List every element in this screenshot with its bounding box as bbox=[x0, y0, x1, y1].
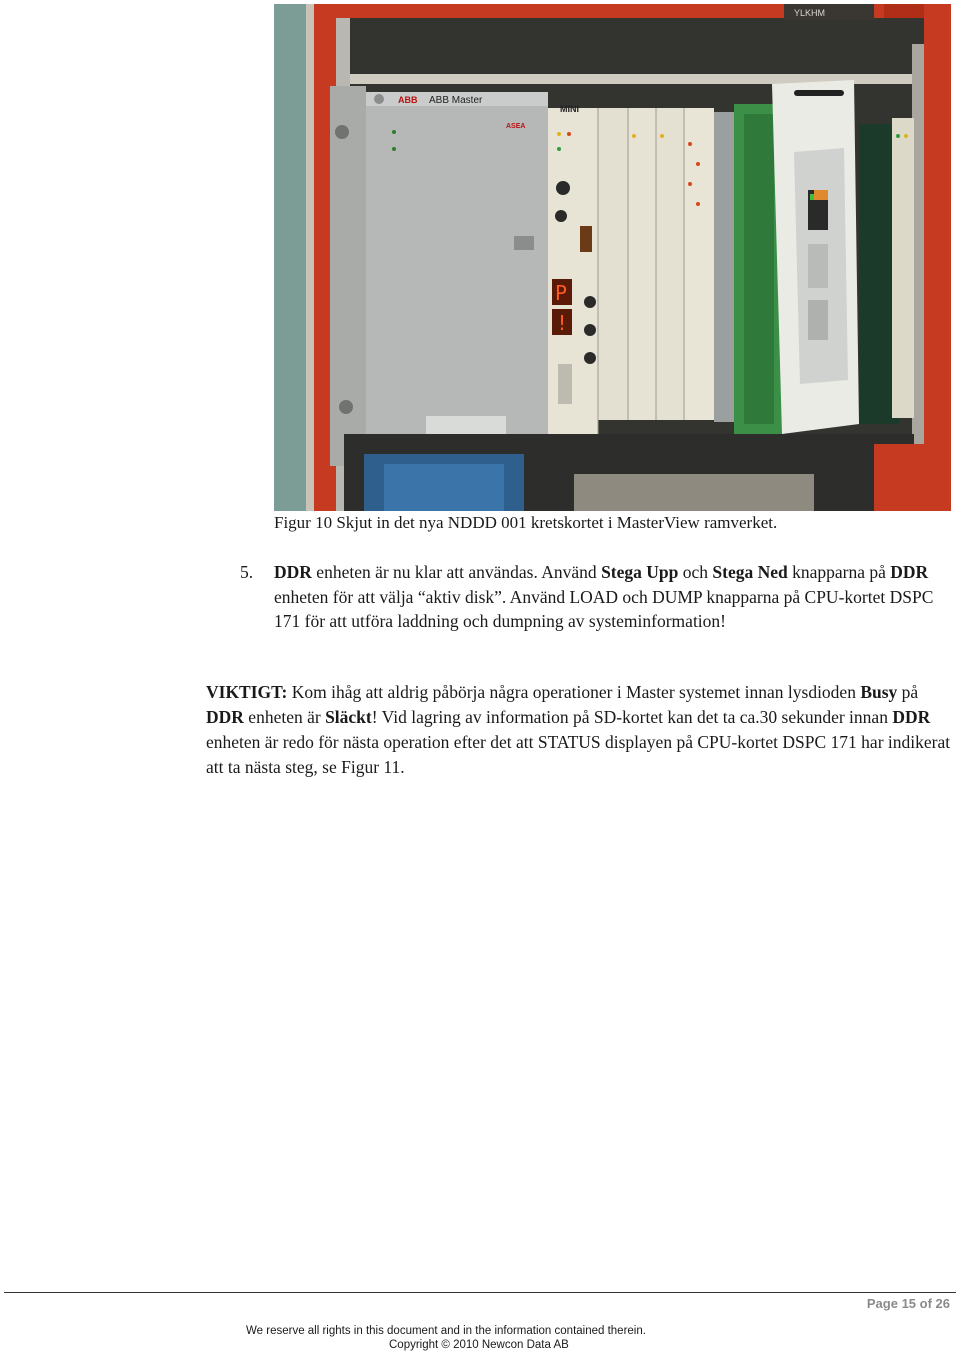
step-seg: enheten för att välja “aktiv disk”. Använd LOAD och DUMP knapparna på CPU-kortet DSPC 171 för att utföra laddning och dumpning av systeminformation! bbox=[274, 586, 934, 631]
warn-seg: DDR bbox=[206, 707, 244, 727]
warn-seg: enheten är bbox=[243, 707, 326, 727]
top-label: YLKHM bbox=[794, 8, 826, 18]
step-seg: och bbox=[678, 562, 713, 582]
step-seg: DDR bbox=[890, 562, 929, 582]
copyright-notice: Copyright © 2010 Newcon Data AB bbox=[389, 1339, 569, 1351]
warn-seg: Släckt bbox=[325, 707, 372, 727]
abb-logo: ABB bbox=[398, 95, 418, 105]
asea-logo: ASEA bbox=[506, 123, 526, 130]
warn-seg: ! Vid lagring av information på SD-kortet kan det ta ca.30 sekunder innan bbox=[371, 707, 893, 727]
step-number: 5. bbox=[240, 562, 254, 582]
step-seg: knapparna på bbox=[787, 562, 891, 582]
step-seg: Stega Ned bbox=[712, 562, 788, 582]
warn-seg: DDR bbox=[892, 707, 931, 727]
warning-paragraph bbox=[206, 680, 951, 780]
step-seg: enheten är nu klar att användas. Använd bbox=[311, 562, 602, 582]
mini-label: MINI bbox=[560, 104, 579, 114]
warn-seg: VIKTIGT: bbox=[206, 682, 288, 702]
warn-seg: enheten är redo för nästa operation efter det att STATUS displayen på CPU-kortet DSPC 171 har indikerat att ta nästa steg, se Figur 11. bbox=[206, 732, 951, 777]
display-char-1: P bbox=[555, 281, 568, 305]
footer-rule bbox=[4, 1292, 956, 1293]
step-seg: Stega Upp bbox=[601, 562, 679, 582]
rack-photo-drawing bbox=[274, 4, 951, 511]
display-char-2: ! bbox=[556, 311, 569, 335]
step-text bbox=[274, 560, 954, 634]
step-seg: DDR bbox=[274, 562, 312, 582]
page-number: Page 15 of 26 bbox=[866, 1296, 950, 1311]
warn-seg: på bbox=[897, 682, 919, 702]
brand-label: ABB Master bbox=[429, 95, 483, 106]
warn-seg: Busy bbox=[860, 682, 898, 702]
figure-caption: Figur 10 Skjut in det nya NDDD 001 kretskortet i MasterView ramverket. bbox=[274, 513, 778, 532]
rack-photo bbox=[274, 4, 951, 511]
warn-seg: Kom ihåg att aldrig påbörja några operationer i Master systemet innan lysdioden bbox=[287, 682, 861, 702]
rights-notice: We reserve all rights in this document and in the information contained therein. bbox=[246, 1325, 646, 1337]
